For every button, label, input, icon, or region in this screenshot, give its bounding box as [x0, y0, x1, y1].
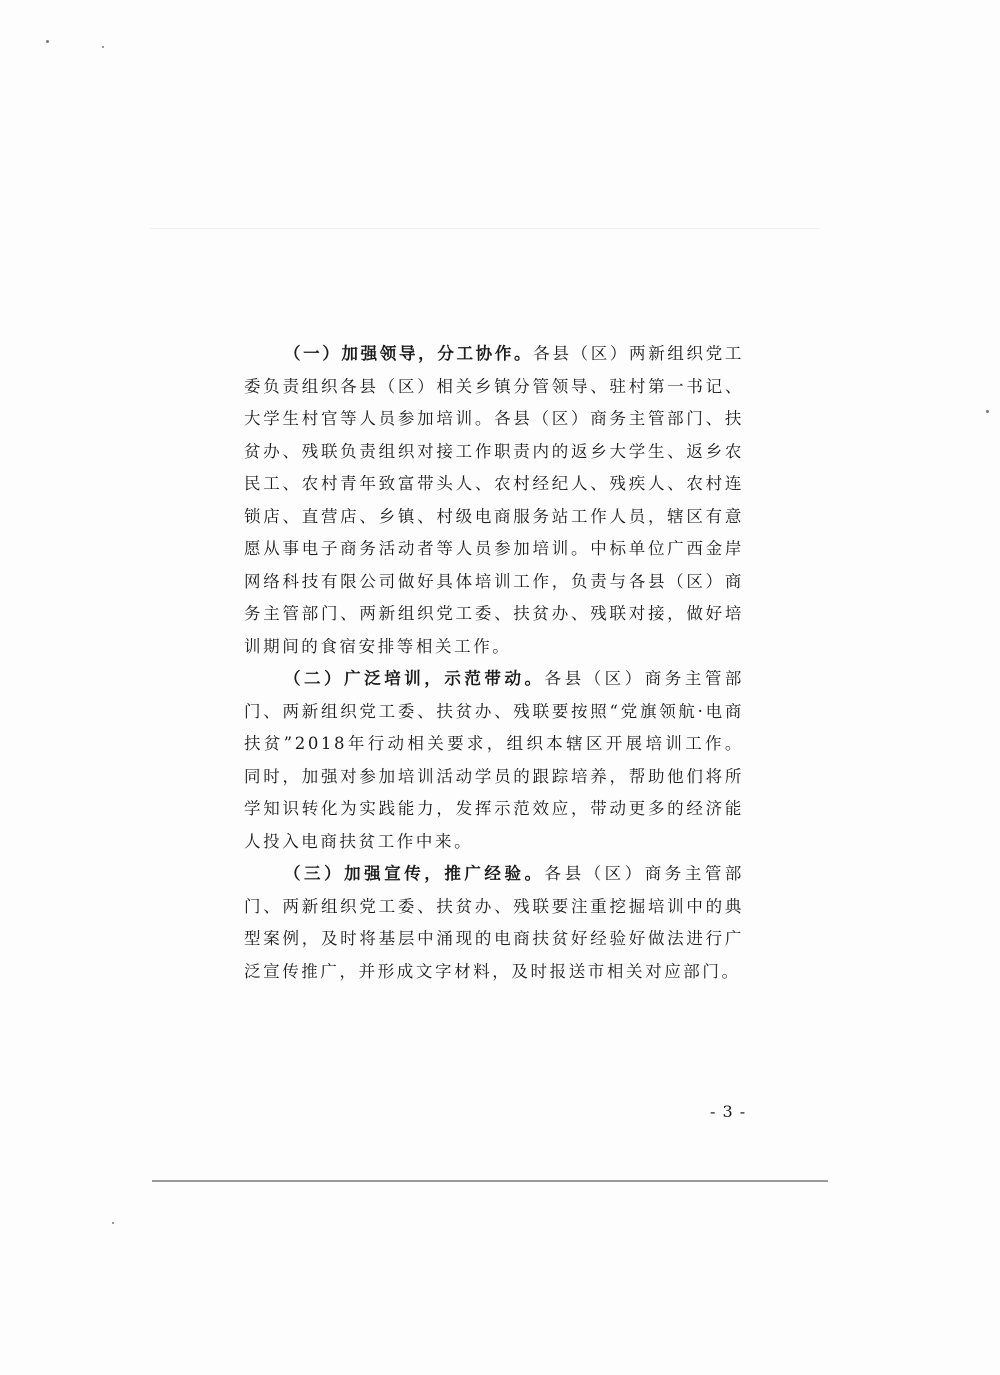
paragraph-2-body: 各县（区）商务主管部门、两新组织党工委、扶贫办、残联要按照“党旗领航·电商扶贫”2018年行动相关要求，组织本辖区开展培训工作。同时，加强对参加培训活动学员的跟踪培养，帮助他们将所学知识转化为实践能力，发挥示范效应，带动更多的经济能人投入电商扶贫工作中来。 — [244, 669, 744, 851]
scan-speck — [102, 46, 104, 48]
scan-frame-edge — [150, 228, 820, 229]
scan-speck — [986, 410, 989, 413]
paragraph-2 — [244, 663, 744, 858]
paragraph-2-heading: （二）广泛培训，示范带动。 — [284, 669, 545, 688]
paragraph-1-body: 各县（区）两新组织党工委负责组织各县（区）相关乡镇分管领导、驻村第一书记、大学生村官等人员参加培训。各县（区）商务主管部门、扶贫办、残联负责组织对接工作职责内的返乡大学生、返乡农民工、农村青年致富带头人、农村经纪人、残疾人、农村连锁店、直营店、乡镇、村级电商服务站工作人员，辖区有意愿从事电子商务活动者等人员参加培训。中标单位广西金岸网络科技有限公司做好具体培训工作，负责与各县（区）商务主管部门、两新组织党工委、扶贫办、残联对接，做好培训期间的食宿安排等相关工作。 — [244, 344, 744, 656]
paragraph-3 — [244, 858, 744, 988]
paragraph-1-heading: （一）加强领导，分工协作。 — [284, 344, 534, 363]
paragraph-3-heading: （三）加强宣传，推广经验。 — [284, 864, 545, 883]
paragraph-3-body: 各县（区）商务主管部门、两新组织党工委、扶贫办、残联要注重挖掘培训中的典型案例，及时将基层中涌现的电商扶贫好经验好做法进行广泛宣传推广，并形成文字材料，及时报送市相关对应部门。 — [244, 864, 744, 981]
page-number: - 3 - — [710, 1102, 747, 1121]
document-body — [244, 338, 744, 988]
bottom-rule — [152, 1180, 828, 1182]
scan-speck — [112, 1222, 114, 1224]
paragraph-1 — [244, 338, 744, 663]
scan-speck — [46, 40, 49, 43]
